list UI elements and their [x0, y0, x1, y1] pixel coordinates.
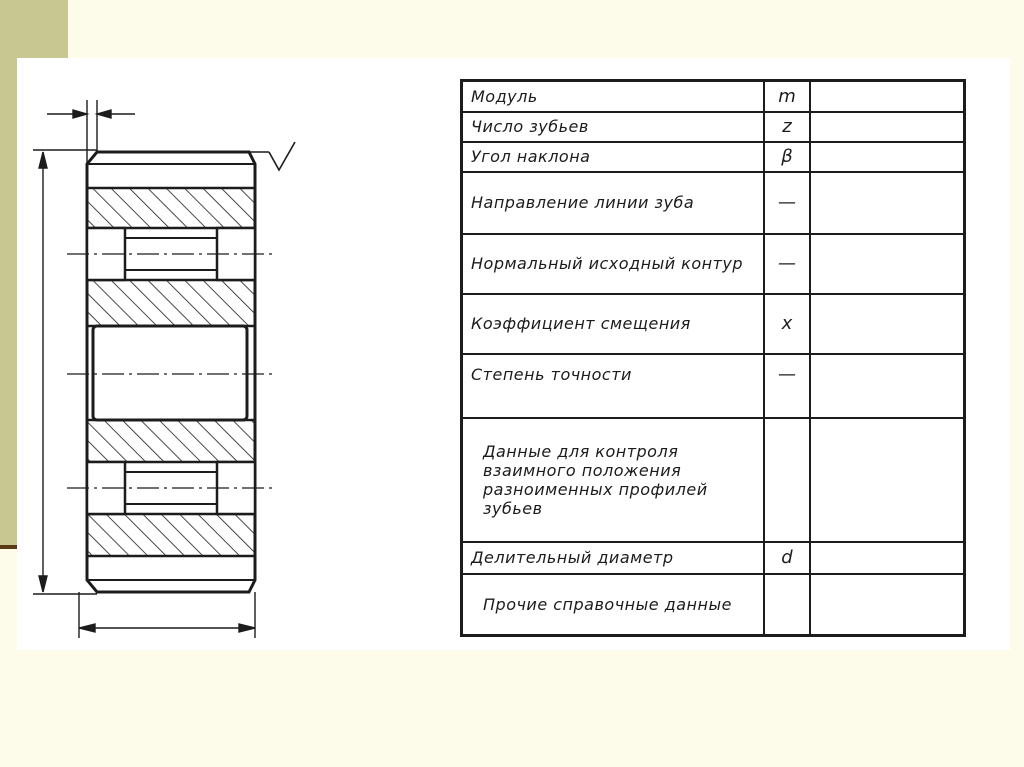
- param-value: [810, 574, 965, 636]
- param-symbol: —: [764, 234, 810, 294]
- table-row: [462, 542, 965, 574]
- param-label: Угол наклона: [462, 142, 765, 172]
- param-label: Число зубьев: [462, 112, 765, 142]
- table-row: [462, 418, 965, 542]
- width-dimension: [79, 592, 255, 638]
- param-symbol: [764, 574, 810, 636]
- param-symbol: z: [764, 112, 810, 142]
- param-symbol: —: [764, 354, 810, 418]
- table-row: [462, 172, 965, 234]
- lower-web-section: [87, 420, 255, 462]
- gear-parameters-table: [460, 79, 966, 637]
- param-symbol: d: [764, 542, 810, 574]
- param-label: Делительный диаметр: [462, 542, 765, 574]
- gear-section-drawing: [17, 58, 457, 650]
- param-symbol: m: [764, 81, 810, 112]
- table-row: [462, 574, 965, 636]
- param-value: [810, 234, 965, 294]
- param-value: [810, 294, 965, 354]
- param-label: Коэффициент смещения: [462, 294, 765, 354]
- param-label: Данные для контроля взаимного положения разноименных профилей зубьев: [462, 418, 765, 542]
- table-row: [462, 81, 965, 112]
- param-value: [810, 81, 965, 112]
- table-row: [462, 234, 965, 294]
- param-value: [810, 172, 965, 234]
- table-row: [462, 354, 965, 418]
- table-row: [462, 112, 965, 142]
- bore: [93, 326, 247, 420]
- param-label: Нормальный исходный контур: [462, 234, 765, 294]
- param-symbol: x: [764, 294, 810, 354]
- chamfer-dimension: [47, 100, 135, 164]
- param-value: [810, 112, 965, 142]
- param-label: Степень точности: [462, 354, 765, 418]
- param-value: [810, 354, 965, 418]
- param-value: [810, 542, 965, 574]
- table-row: [462, 294, 965, 354]
- param-label: Модуль: [462, 81, 765, 112]
- param-symbol: —: [764, 172, 810, 234]
- param-label: Прочие справочные данные: [462, 574, 765, 636]
- param-symbol: [764, 418, 810, 542]
- param-value: [810, 142, 965, 172]
- table-row: [462, 142, 965, 172]
- param-label: Направление линии зуба: [462, 172, 765, 234]
- param-value: [810, 418, 965, 542]
- param-symbol: β: [764, 142, 810, 172]
- upper-web-section: [87, 188, 255, 228]
